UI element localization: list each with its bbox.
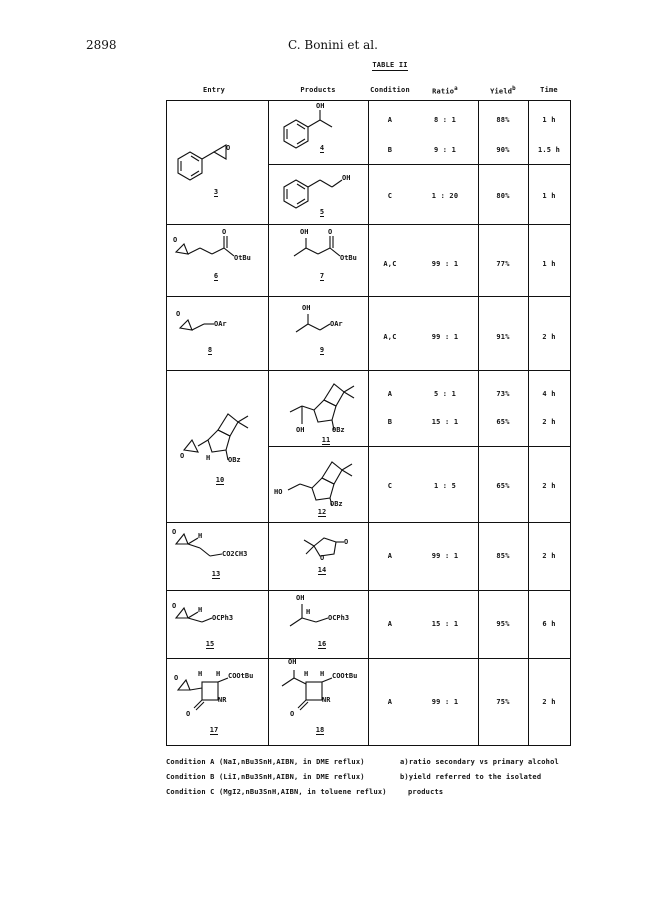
ratio-cell: 99 : 1 xyxy=(431,260,459,268)
yield-cell: 65% xyxy=(496,482,510,490)
compound-number: 4 xyxy=(319,144,325,152)
table-title: TABLE II xyxy=(372,61,408,69)
structure-product-7: OH O OtBu xyxy=(276,232,366,272)
compound-number: 6 xyxy=(213,272,219,280)
column-entry: Entry xyxy=(202,86,226,94)
compound-number: 14 xyxy=(317,566,327,574)
time-cell: 2 h xyxy=(542,333,556,341)
structure-product-14: O O xyxy=(296,528,366,562)
condition-cell: A xyxy=(387,552,393,560)
footnote-b-continued: products xyxy=(408,788,444,796)
yield-cell: 95% xyxy=(496,620,510,628)
compound-number: 15 xyxy=(205,640,215,648)
page-number: 2898 xyxy=(86,38,117,52)
time-cell: 2 h xyxy=(542,552,556,560)
compound-number: 16 xyxy=(317,640,327,648)
compound-number: 9 xyxy=(319,346,325,354)
yield-cell: 80% xyxy=(496,192,510,200)
row-divider xyxy=(166,370,571,371)
compound-number: 8 xyxy=(207,346,213,354)
ratio-cell: 1 : 5 xyxy=(433,482,457,490)
time-cell: 6 h xyxy=(542,620,556,628)
time-cell: 2 h xyxy=(542,418,556,426)
structure-entry-10: O H OBz xyxy=(176,400,266,470)
column-time: Time xyxy=(540,86,558,94)
running-head-authors: C. Bonini et al. xyxy=(288,38,378,52)
yield-cell: 90% xyxy=(496,146,510,154)
row-divider xyxy=(166,296,571,297)
column-yield: Yield$^b$ xyxy=(490,86,516,96)
structure-entry-6: O O OtBu xyxy=(173,228,251,262)
compound-number: 3 xyxy=(213,188,219,196)
time-cell: 2 h xyxy=(542,698,556,706)
row-divider xyxy=(268,446,571,447)
condition-cell: A,C xyxy=(383,333,397,341)
structure-product-18: OH H H COOtBu NR O xyxy=(276,662,366,720)
condition-cell: B xyxy=(387,146,393,154)
row-divider xyxy=(166,522,571,523)
ratio-cell: 99 : 1 xyxy=(431,333,459,341)
time-cell: 1.5 h xyxy=(537,146,561,154)
time-cell: 4 h xyxy=(542,390,556,398)
structure-product-9: OH OAr xyxy=(286,306,366,340)
time-cell: 2 h xyxy=(542,482,556,490)
compound-number: 10 xyxy=(215,476,225,484)
ratio-cell: 5 : 1 xyxy=(433,390,457,398)
condition-cell: A xyxy=(387,620,393,628)
condition-cell: C xyxy=(387,192,393,200)
column-condition: Condition xyxy=(370,86,410,94)
ratio-cell: 8 : 1 xyxy=(433,116,457,124)
footnote-condition-b: Condition B (LiI,nBu3SnH,AIBN, in DME reflux) xyxy=(166,773,365,781)
structure-entry-17: O H H COOtBu NR O xyxy=(174,670,254,718)
yield-cell: 73% xyxy=(496,390,510,398)
condition-cell: A,C xyxy=(383,260,397,268)
footnote-a: a)ratio secondary vs primary alcohol xyxy=(400,758,559,766)
ratio-cell: 99 : 1 xyxy=(431,698,459,706)
time-cell: 1 h xyxy=(542,116,556,124)
structure-product-12: HO OBz xyxy=(274,452,366,510)
footnote-b: b)yield referred to the isolated xyxy=(400,773,542,781)
compound-number: 18 xyxy=(315,726,325,734)
row-divider xyxy=(166,658,571,659)
row-divider xyxy=(166,590,571,591)
structure-entry-13: O H CO2CH3 xyxy=(172,528,248,558)
ratio-cell: 15 : 1 xyxy=(431,418,459,426)
yield-cell: 88% xyxy=(496,116,510,124)
ratio-cell: 9 : 1 xyxy=(433,146,457,154)
compound-number: 13 xyxy=(211,570,221,578)
structure-product-5: OH xyxy=(276,168,366,210)
column-ratio: Ratio$^a$ xyxy=(432,86,458,96)
yield-cell: 91% xyxy=(496,333,510,341)
compound-number: 11 xyxy=(321,436,331,444)
yield-cell: 85% xyxy=(496,552,510,560)
condition-cell: C xyxy=(387,482,393,490)
structure-product-11: OH OBz xyxy=(282,376,366,442)
column-divider xyxy=(268,100,269,746)
condition-cell: A xyxy=(387,390,393,398)
yield-cell: 65% xyxy=(496,418,510,426)
column-products: Products xyxy=(300,86,336,94)
compound-number: 12 xyxy=(317,508,327,516)
condition-cell: B xyxy=(387,418,393,426)
structure-product-4: OH xyxy=(276,104,366,154)
compound-number: 5 xyxy=(319,208,325,216)
structure-product-16: OH H OCPh3 xyxy=(286,596,366,636)
ratio-cell: 99 : 1 xyxy=(431,552,459,560)
structure-entry-8: O OAr xyxy=(176,310,227,328)
row-divider xyxy=(166,224,571,225)
yield-cell: 75% xyxy=(496,698,510,706)
time-cell: 1 h xyxy=(542,192,556,200)
compound-number: 7 xyxy=(319,272,325,280)
ratio-cell: 15 : 1 xyxy=(431,620,459,628)
time-cell: 1 h xyxy=(542,260,556,268)
epoxide-o-label: O xyxy=(226,144,231,152)
compound-number: 17 xyxy=(209,726,219,734)
condition-cell: A xyxy=(387,698,393,706)
condition-cell: A xyxy=(387,116,393,124)
yield-cell: 77% xyxy=(496,260,510,268)
structure-entry-15: O H OCPh3 xyxy=(172,602,234,622)
footnote-condition-c: Condition C (MgI2,nBu3SnH,AIBN, in toluene reflux) xyxy=(166,788,387,796)
footnote-condition-a: Condition A (NaI,nBu3SnH,AIBN, in DME reflux) xyxy=(166,758,365,766)
ratio-cell: 1 : 20 xyxy=(431,192,459,200)
row-divider xyxy=(268,164,571,165)
